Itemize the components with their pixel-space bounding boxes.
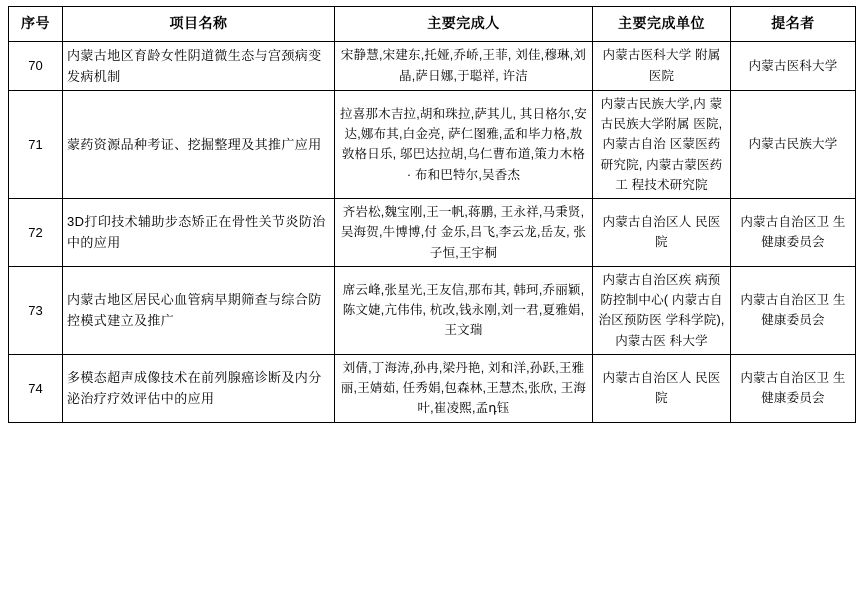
cell-project-name: 多模态超声成像技术在前列腺癌诊断及内分泌治疗疗效评估中的应用 — [63, 354, 335, 422]
cell-project-name: 3D打印技术辅助步态矫正在骨性关节炎防治中的应用 — [63, 199, 335, 267]
cell-nominator: 内蒙古自治区卫 生健康委员会 — [731, 266, 856, 354]
cell-nominator: 内蒙古自治区卫 生健康委员会 — [731, 354, 856, 422]
cell-main-units: 内蒙古自治区疾 病预防控制中心( 内蒙古自治区预防医 学科学院),内蒙古医 科大学 — [593, 266, 731, 354]
column-header-nominator: 提名者 — [731, 7, 856, 42]
table-row — [9, 90, 856, 198]
cell-nominator: 内蒙古医科大学 — [731, 41, 856, 90]
cell-main-units: 内蒙古自治区人 民医院 — [593, 354, 731, 422]
cell-nominator: 内蒙古民族大学 — [731, 90, 856, 198]
cell-main-contributors: 拉喜那木吉拉,胡和珠拉,萨其儿, 其日格尔,安达,娜布其,白金亮, 萨仁图雅,孟和毕力格,敖敦格日乐, 邬巴达拉胡,乌仁曹布道,策力木格 · 布和巴特尔,吴香杰 — [335, 90, 593, 198]
table-row — [9, 199, 856, 267]
table-header — [9, 7, 856, 42]
column-header-main-contributors: 主要完成人 — [335, 7, 593, 42]
table-row — [9, 41, 856, 90]
cell-no: 74 — [9, 354, 63, 422]
cell-main-units: 内蒙古自治区人 民医院 — [593, 199, 731, 267]
cell-main-contributors: 刘倩,丁海涛,孙冉,梁丹艳, 刘和洋,孙跃,王雅丽,王婧茹, 任秀娟,包森林,王慧杰,张欣, 王海叶,崔凌熙,孟դ钰 — [335, 354, 593, 422]
cell-project-name: 内蒙古地区居民心血管病早期筛查与综合防控模式建立及推广 — [63, 266, 335, 354]
table-header-row — [9, 7, 856, 42]
cell-project-name: 蒙药资源品种考证、挖掘整理及其推广应用 — [63, 90, 335, 198]
column-header-no: 序号 — [9, 7, 63, 42]
cell-no: 71 — [9, 90, 63, 198]
cell-project-name: 内蒙古地区育龄女性阴道微生态与宫颈病变发病机制 — [63, 41, 335, 90]
cell-nominator: 内蒙古自治区卫 生健康委员会 — [731, 199, 856, 267]
cell-main-contributors: 席云峰,张星光,王友信,那布其, 韩珂,乔丽颖,陈文婕,亢伟伟, 杭改,钱永刚,刘一君,夏雅娟, 王文瑞 — [335, 266, 593, 354]
table-row — [9, 354, 856, 422]
table-row — [9, 266, 856, 354]
cell-main-contributors: 齐岩松,魏宝刚,王一帆,蒋鹏, 王永祥,马秉贤,吴海贺,牛博博,付 金乐,吕飞,李云龙,岳友, 张子恒,王宇桐 — [335, 199, 593, 267]
column-header-project-name: 项目名称 — [63, 7, 335, 42]
column-header-main-units: 主要完成单位 — [593, 7, 731, 42]
cell-main-contributors: 宋静慧,宋建东,托娅,乔峤,王菲, 刘佳,穆琳,刘晶,萨日娜,于聪祥, 许洁 — [335, 41, 593, 90]
table-body — [9, 41, 856, 422]
awards-table — [8, 6, 856, 423]
cell-no: 73 — [9, 266, 63, 354]
cell-main-units: 内蒙古医科大学 附属医院 — [593, 41, 731, 90]
cell-no: 72 — [9, 199, 63, 267]
cell-main-units: 内蒙古民族大学,内 蒙古民族大学附属 医院,内蒙古自治 区蒙医药研究院, 内蒙古蒙医药工 程技术研究院 — [593, 90, 731, 198]
cell-no: 70 — [9, 41, 63, 90]
